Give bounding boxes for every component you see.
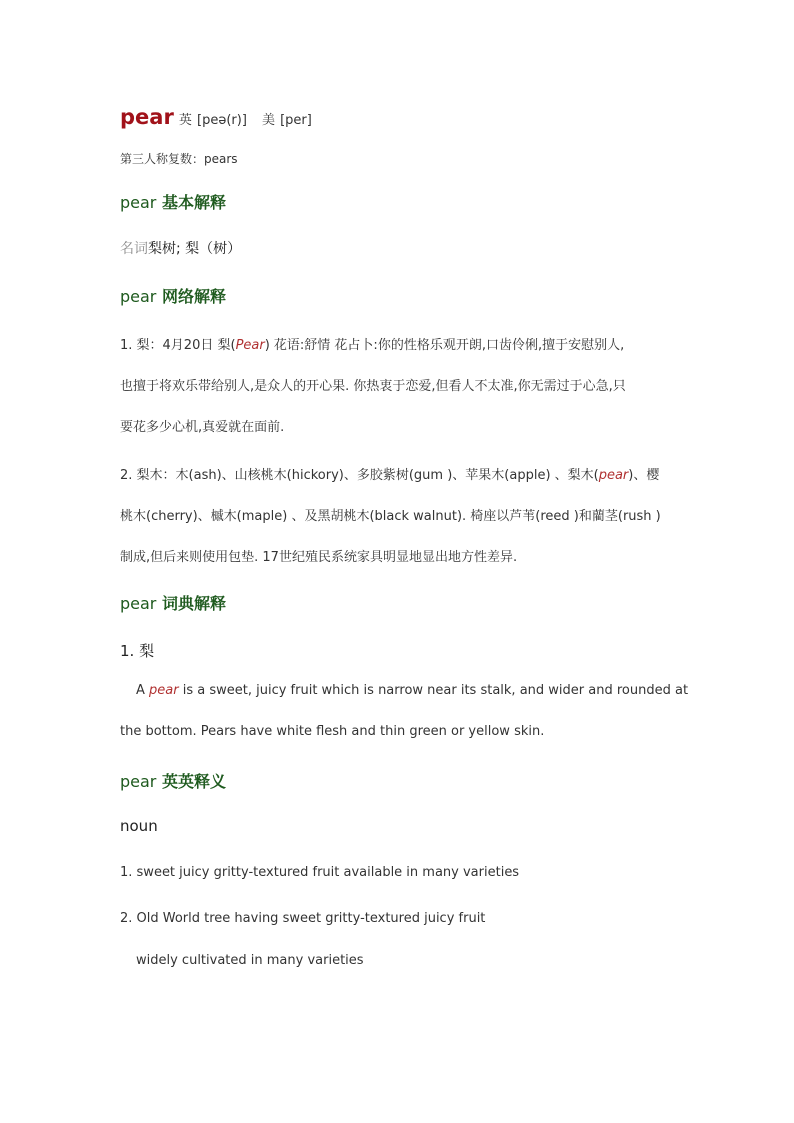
headword-line	[120, 105, 312, 129]
uk-label: 英	[178, 113, 192, 128]
plural-form: 第三人称复数：pears	[120, 152, 238, 166]
section-basic-heading: pear 基本解释	[120, 193, 226, 212]
section-dict-heading: pear 词典解释	[120, 594, 226, 613]
dict-definition-line-2: the bottom. Pears have white flesh and thin green or yellow skin.	[120, 724, 545, 739]
basic-definition	[120, 238, 241, 258]
web-item-2-line-2: 桃木(cherry)、槭木(maple) 、及黑胡桃木(black walnut). 椅座以芦苇(reed )和藺茎(rush )	[120, 509, 661, 524]
web-item-1-line-2: 也擅于将欢乐带给别人,是众人的开心果. 你热衷于恋爱,但看人不太准,你无需过于心急,只	[120, 379, 626, 394]
uk-phonetic: [peə(r)]	[197, 113, 247, 128]
english-def-1: 1. sweet juicy gritty-textured fruit available in many varieties	[120, 865, 520, 880]
part-of-speech: 名词	[120, 241, 148, 257]
english-def-2-continued: widely cultivated in many varieties	[136, 953, 364, 968]
basic-definition-text: 梨树; 梨（树）	[148, 241, 242, 257]
web-item-1-line-1: 1. 梨：4月20日 梨(Pear) 花语:舒情 花占卜:你的性格乐观开朗,口齿伶俐,擅于安慰别人,	[120, 338, 625, 353]
english-pos: noun	[120, 817, 158, 835]
english-def-2: 2. Old World tree having sweet gritty-textured juicy fruit	[120, 911, 486, 926]
dict-definition-line-1: A pear is a sweet, juicy fruit which is narrow near its stalk, and wider and rounded at	[136, 683, 689, 698]
web-item-2-line-1: 2. 梨木：木(ash)、山核桃木(hickory)、多胶紫树(gum )、苹果木(apple) 、梨木(pear)、樱	[120, 468, 660, 483]
us-phonetic: [per]	[280, 113, 312, 128]
headword: pear	[120, 105, 174, 129]
section-eng-heading: pear 英英释义	[120, 772, 226, 791]
dict-sense-heading: 1. 梨	[120, 642, 155, 660]
web-item-1-line-3: 要花多少心机,真爱就在面前.	[120, 420, 285, 435]
section-web-heading: pear 网络解释	[120, 287, 226, 306]
web-item-2-line-3: 制成,但后来则使用包垫. 17世纪殖民系统家具明显地显出地方性差异.	[120, 550, 518, 565]
us-label: 美	[262, 113, 276, 128]
